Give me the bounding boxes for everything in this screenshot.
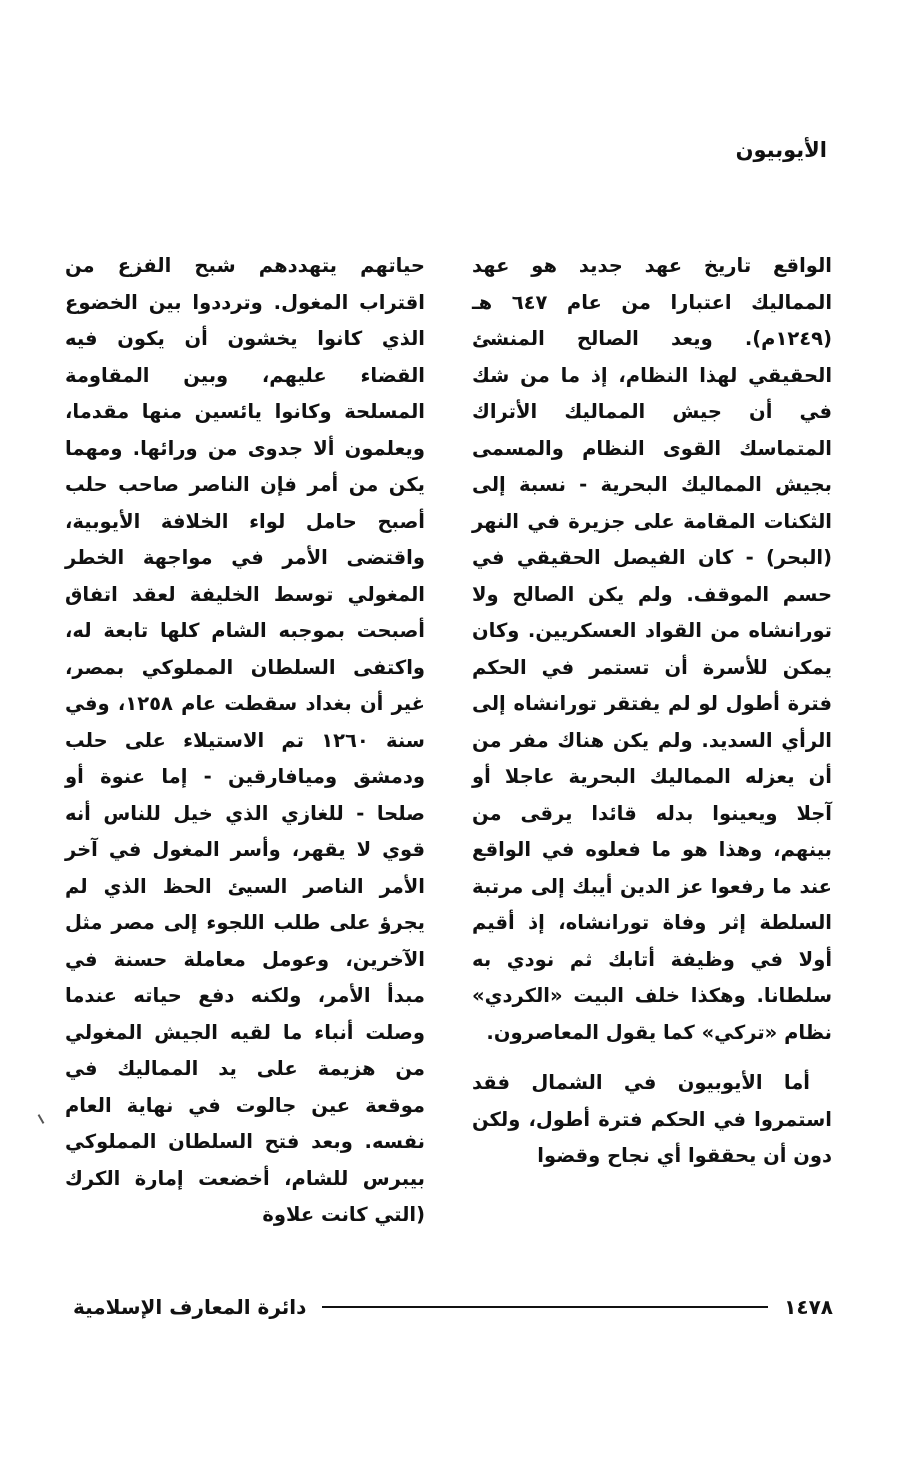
paragraph: أما الأيوبيون في الشمال فقد استمروا في الحكم فترة أطول، ولكن دون أن يحققوا أي نجاح وقضوا xyxy=(472,1071,832,1167)
publication-title: دائرة المعارف الإسلامية xyxy=(73,1295,307,1319)
page-footer xyxy=(73,1290,833,1324)
paragraph: الواقع تاريخ عهد جديد هو عهد المماليك اعتبارا من عام ٦٤٧ هـ (١٢٤٩م). ويعد الصالح المنشئ الحقيقي لهذا النظام، إذ ما من شك في أن جيش المماليك الأتراك المتماسك القوى النظام والمسمى بجيش المماليك البحرية - نسبة إلى الثكنات المقامة على جزيرة في النهر (البحر) - كان الفيصل الحقيقي في حسم الموقف. ولم يكن الصالح ولا تورانشاه من القواد العسكريين. وكان يمكن للأسرة أن تستمر في الحكم فترة أطول لو لم يفتقر تورانشاه إلى الرأي السديد. ولم يكن هناك مفر من أن يعزله المماليك البحرية عاجلا أو آجلا ويعينوا بدله قائدا يرقى من بينهم، وهذا هو ما فعلوه في الواقع عند ما رفعوا عز الدين أيبك إلى مرتبة السلطة إثر وفاة تورانشاه، إذ أقيم أولا في وظيفة أتابك ثم نودي به سلطانا. وهكذا خلف البيت «الكردي» نظام «تركي» كما يقول المعاصرون. xyxy=(472,254,832,1044)
page-number: ١٤٧٨ xyxy=(784,1295,833,1319)
text-column-right xyxy=(472,248,832,1175)
stray-mark xyxy=(38,1114,45,1124)
text-column-left xyxy=(65,248,425,1234)
footer-rule xyxy=(322,1306,768,1308)
running-head-title: الأيوبيون xyxy=(735,138,827,162)
paragraph: حياتهم يتهددهم شبح الفزع من اقتراب المغول. وترددوا بين الخضوع الذي كانوا يخشون أن يكون فيه القضاء عليهم، وبين المقاومة المسلحة وكانوا يائسين منها مقدما، ويعلمون ألا جدوى من ورائها. ومهما يكن من أمر فإن الناصر صاحب حلب أصبح حامل لواء الخلافة الأيوبية، واقتضى الأمر في مواجهة الخطر المغولي توسط الخليفة لعقد اتفاق أصبحت بموجبه الشام كلها تابعة له، واكتفى السلطان المملوكي بمصر، غير أن بغداد سقطت عام ١٢٥٨، وفي سنة ١٢٦٠ تم الاستيلاء على حلب ودمشق وميافارقين - إما عنوة أو صلحا - للغازي الذي خيل للناس أنه قوي لا يقهر، وأسر المغول في آخر الأمر الناصر السيئ الحظ الذي لم يجرؤ على طلب اللجوء إلى مصر مثل الآخرين، وعومل معاملة حسنة في مبدأ الأمر، ولكنه دفع حياته عندما وصلت أنباء ما لقيه الجيش المغولي من هزيمة على يد المماليك في موقعة عين جالوت في نهاية العام نفسه. وبعد فتح السلطان المملوكي بيبرس للشام، أخضعت إمارة الكرك (التي كانت علاوة xyxy=(65,254,425,1226)
